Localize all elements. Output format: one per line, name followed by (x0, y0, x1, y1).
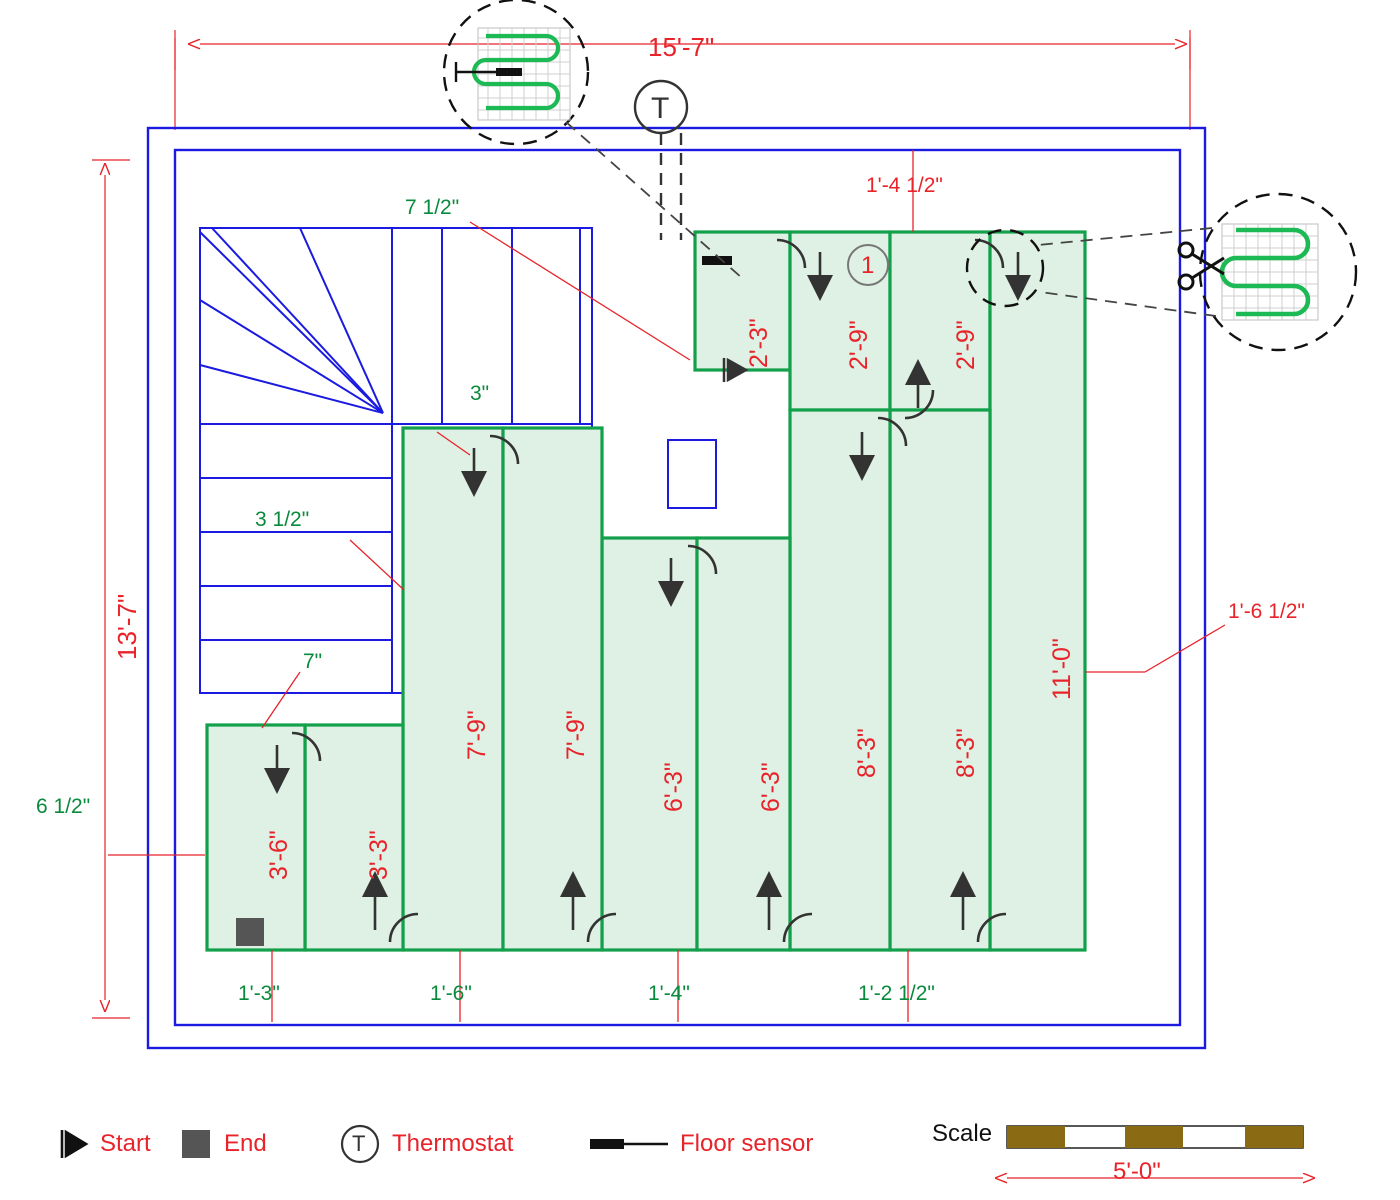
callout-gap-1: 7 1/2" (405, 196, 460, 219)
detail-bubble-label: 1 (861, 252, 875, 279)
legend-label-floor-sensor: Floor sensor (680, 1130, 814, 1157)
legend-label-end: End (224, 1130, 267, 1157)
legend-label-start: Start (100, 1130, 151, 1157)
overall-height-dim: 13'-7" (112, 593, 142, 660)
callout-gap-2: 3" (470, 382, 490, 405)
legend-end-icon (182, 1130, 210, 1158)
detail-cut-mesh (1179, 224, 1318, 320)
floor-sensor-symbol (702, 256, 732, 265)
mat-run-2-3: 2'-3" (745, 318, 773, 368)
dim-right-offset: 1'-6 1/2" (1228, 600, 1305, 623)
mat-run-7-9-a: 7'-9" (463, 710, 491, 760)
mat-run-8-3-b: 8'-3" (952, 728, 980, 778)
dim-top-right-offset: 1'-4 1/2" (866, 174, 943, 197)
detail-mesh-sensor (456, 28, 570, 120)
legend-floor-sensor-icon (590, 1139, 668, 1149)
mat-run-2-9-a: 2'-9" (845, 320, 873, 370)
scale-value: 5'-0" (1113, 1158, 1161, 1185)
legend-label-thermostat: Thermostat (392, 1130, 514, 1157)
dim-bottom-4: 1'-2 1/2" (858, 982, 935, 1005)
legend-start-icon (62, 1130, 86, 1158)
mat-run-6-3-a: 6'-3" (660, 762, 688, 812)
dim-bottom-2: 1'-6" (430, 982, 472, 1005)
overall-width-dim: 15'-7" (648, 32, 715, 62)
thermostat-marker-label: T (651, 92, 670, 125)
end-symbol-plan (236, 918, 264, 946)
scale-label: Scale (932, 1120, 993, 1147)
legend-thermostat-glyph: T (352, 1131, 366, 1156)
dim-left-offset: 6 1/2" (36, 795, 91, 818)
callout-gap-4: 7" (303, 650, 323, 673)
dim-bottom-3: 1'-4" (648, 982, 690, 1005)
mat-run-2-9-b: 2'-9" (952, 320, 980, 370)
mat-run-7-9-b: 7'-9" (562, 710, 590, 760)
dim-bottom-1: 1'-3" (238, 982, 280, 1005)
mat-run-3-6: 3'-6" (265, 830, 293, 880)
mat-run-3-3: 3'-3" (365, 830, 393, 880)
mat-run-11-0: 11'-0" (1048, 638, 1076, 700)
callout-gap-3: 3 1/2" (255, 508, 310, 531)
mat-run-8-3-a: 8'-3" (853, 728, 881, 778)
mat-run-6-3-b: 6'-3" (757, 762, 785, 812)
